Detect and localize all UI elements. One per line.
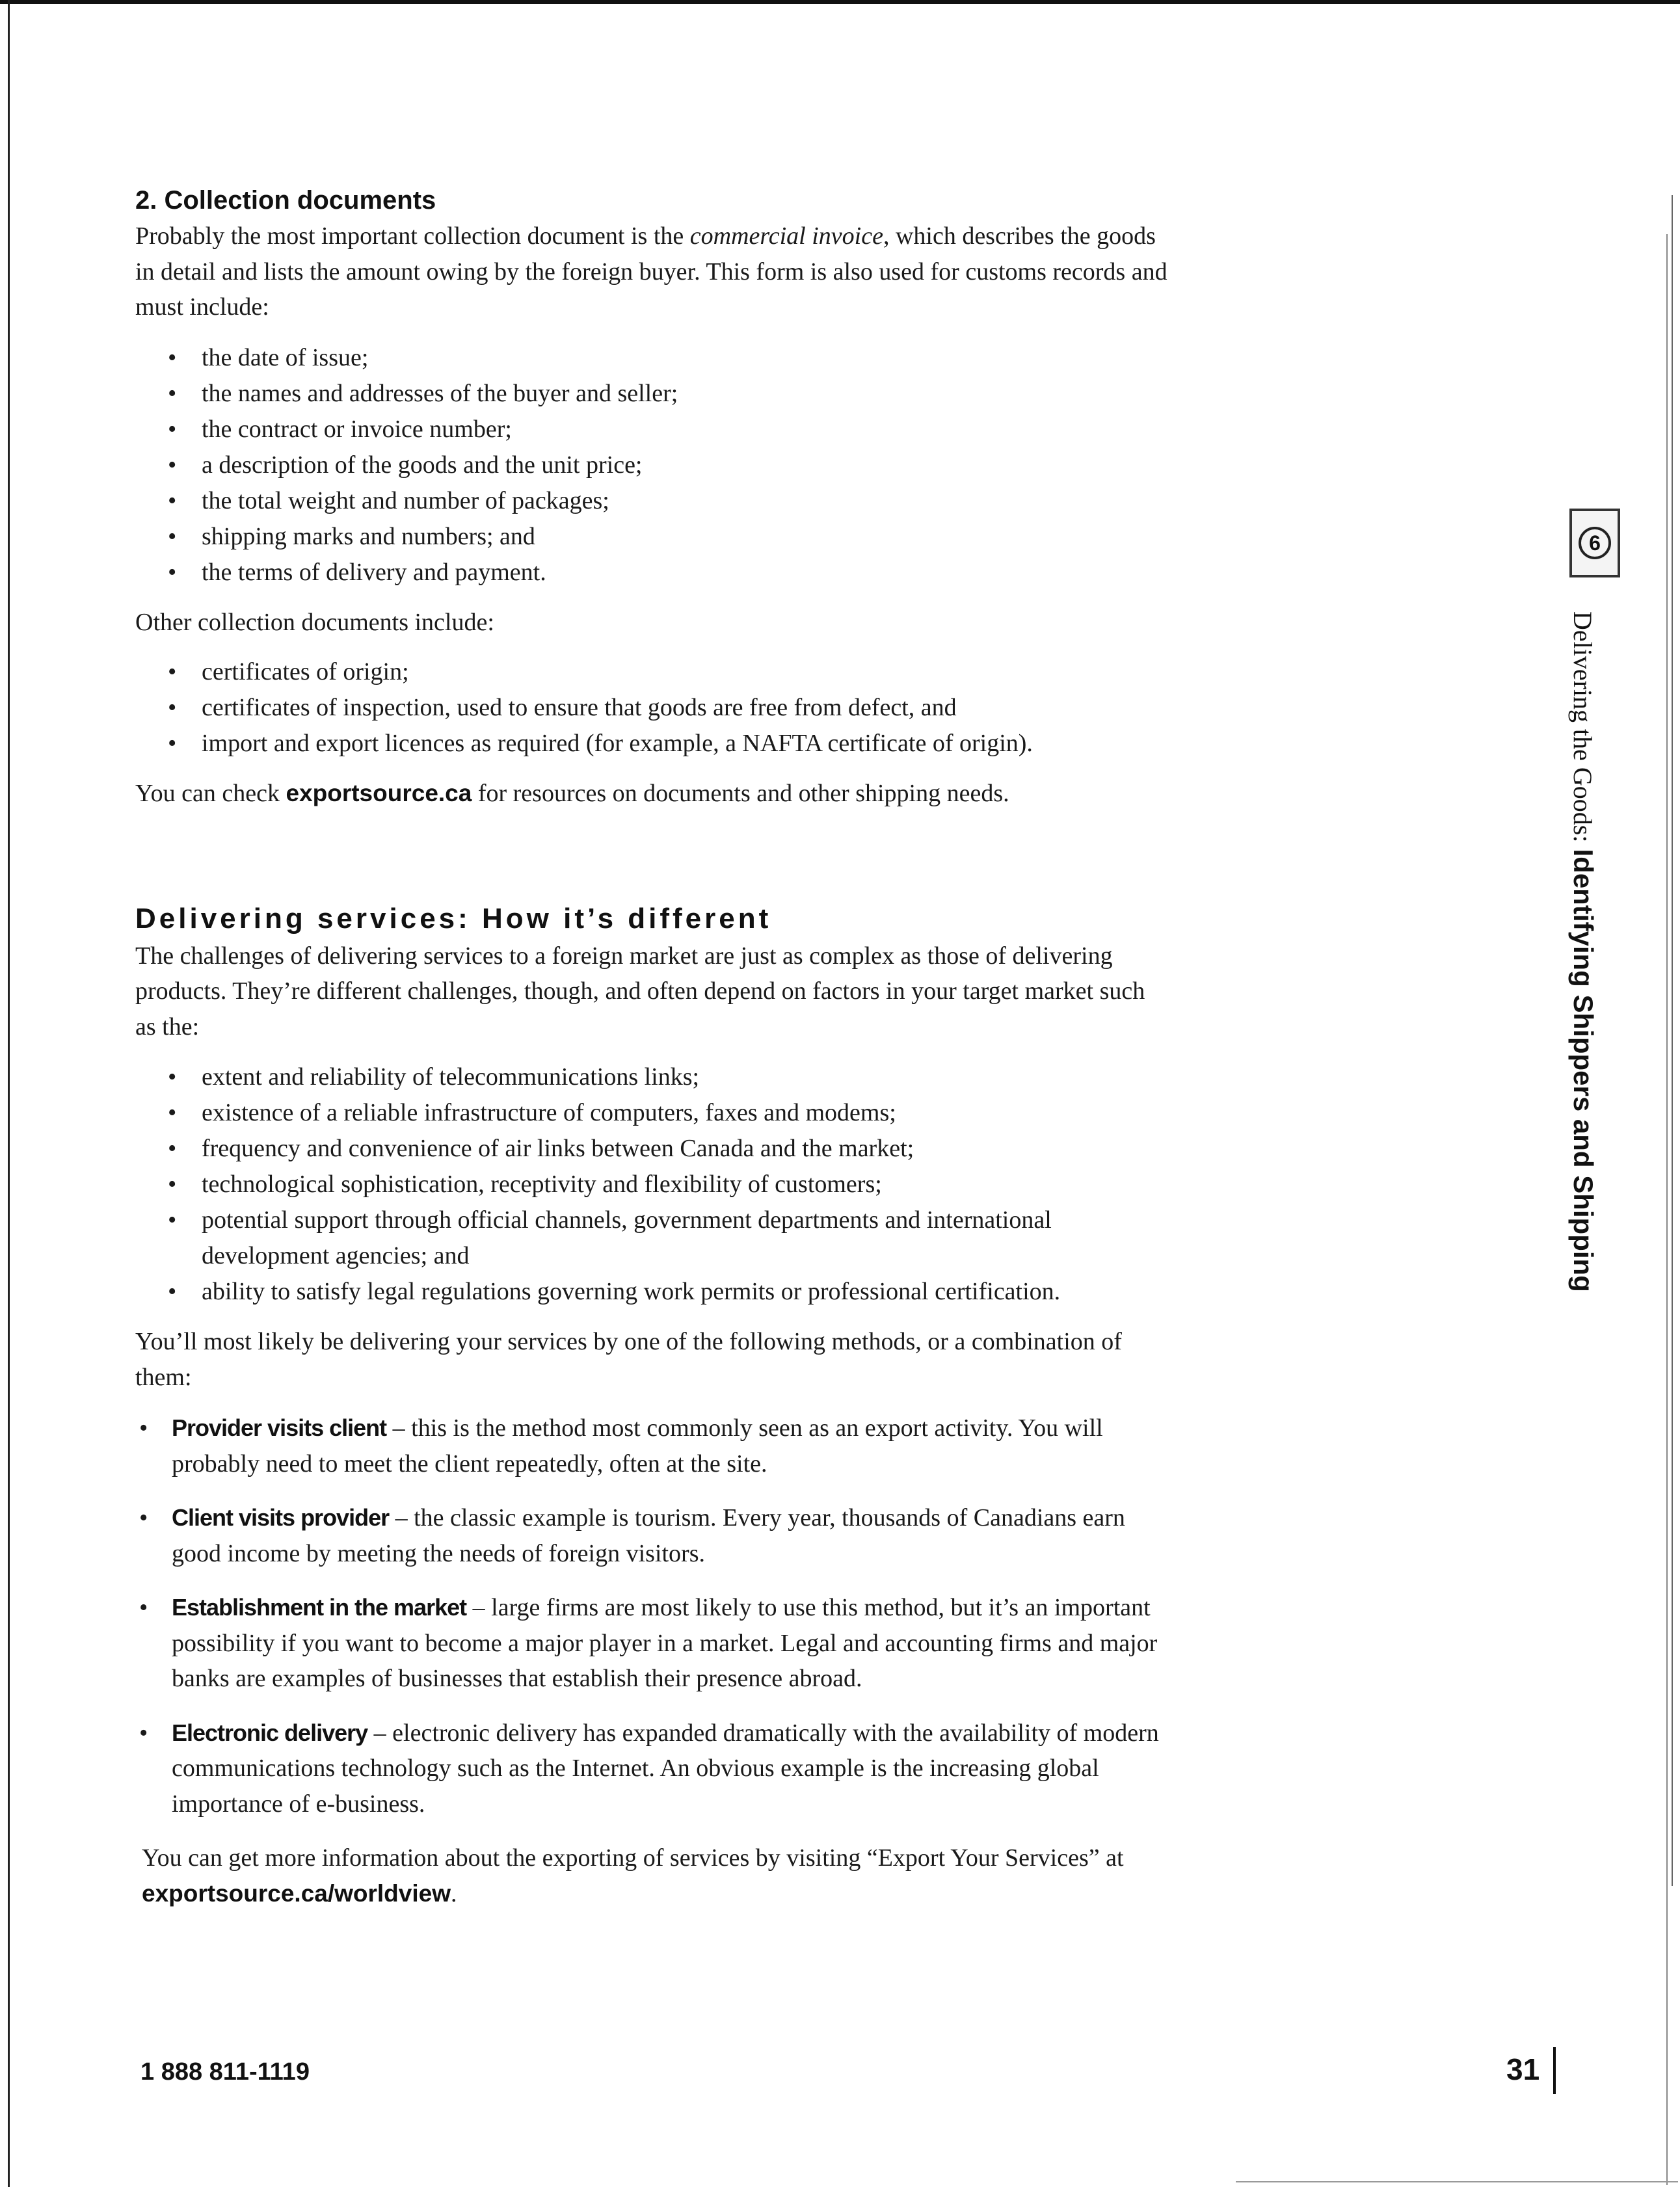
collection-intro: Probably the most important collection document is the commercial invoice, which describes the goods in detail and lists the amount owing by the foreign buyer. This form is also used for customs records and must include:	[135, 222, 1167, 321]
worldview-link[interactable]: exportsource.ca/worldview	[142, 1879, 451, 1907]
more-info-note: You can get more information about the exporting of services by visiting “Export Your Services” at exportsource.ca/worldview.	[142, 1844, 1124, 1907]
method-item: • Electronic delivery – electronic delivery has expanded dramatically with the availability of modern communications technology such as the Internet. An obvious example is the increasing global importance of e-business.	[139, 1716, 1169, 1822]
method-item: • Establishment in the market – large firms are most likely to use this method, but it’s an important possibility if you want to become a major player in a market. Legal and accounting firms and major banks are examples of businesses that establish their presence abroad.	[139, 1590, 1169, 1697]
list-item: • certificates of inspection, used to ensure that goods are free from defect, and	[135, 690, 1169, 726]
list-item: • certificates of origin;	[135, 654, 1169, 690]
scan-edge-left	[8, 0, 10, 2187]
service-factors-list	[135, 1059, 1169, 1310]
page-body	[135, 182, 1169, 1911]
other-documents-intro: Other collection documents include:	[135, 608, 494, 636]
scan-edge-right-inner	[1672, 195, 1673, 1886]
method-term: Establishment in the market	[172, 1594, 467, 1621]
list-item: • technological sophistication, receptivity and flexibility of customers;	[135, 1167, 1169, 1202]
services-heading: Delivering services: How it’s different	[135, 902, 772, 934]
methods-intro: You’ll most likely be delivering your services by one of the following methods, or a combination of them:	[135, 1328, 1122, 1391]
list-item: • frequency and convenience of air links between Canada and the market;	[135, 1131, 1169, 1167]
page-number-rule	[1553, 2047, 1556, 2094]
collection-documents-section	[135, 182, 1169, 812]
list-item: • potential support through official channels, government departments and international development agencies; and	[135, 1202, 1169, 1274]
list-item: • import and export licences as required (for example, a NAFTA certificate of origin).	[135, 726, 1169, 762]
list-item: • existence of a reliable infrastructure of computers, faxes and modems;	[135, 1095, 1169, 1131]
invoice-requirements-list	[135, 340, 1169, 590]
resources-note: You can check exportsource.ca for resources on documents and other shipping needs.	[135, 780, 1009, 807]
running-chapter-title	[1567, 611, 1600, 1292]
list-item: • the total weight and number of packages;	[135, 483, 1169, 519]
list-item: • the terms of delivery and payment.	[135, 555, 1169, 590]
list-item: • the names and addresses of the buyer and seller;	[135, 376, 1169, 412]
list-item: • the contract or invoice number;	[135, 412, 1169, 447]
chapter-title-prefix: Delivering the Goods:	[1568, 611, 1597, 849]
other-documents-list	[135, 654, 1169, 762]
collection-heading: 2. Collection documents	[135, 186, 436, 215]
scan-edge-right	[1666, 234, 1668, 2185]
scan-edge-top	[0, 0, 1680, 4]
method-term: Electronic delivery	[172, 1719, 368, 1746]
method-item: • Client visits provider – the classic example is tourism. Every year, thousands of Canadians earn good income by meeting the needs of foreign visitors.	[139, 1500, 1169, 1571]
services-intro: The challenges of delivering services to a foreign market are just as complex as those of delivering products. They’re different challenges, though, and often depend on factors in your target market such as the:	[135, 942, 1145, 1040]
method-term: Client visits provider	[172, 1504, 390, 1531]
commercial-invoice-term: commercial invoice	[689, 222, 883, 250]
chapter-title-main: Identifying Shippers and Shipping	[1568, 849, 1599, 1292]
scan-edge-bottom	[1236, 2181, 1678, 2182]
delivery-methods-list	[139, 1411, 1169, 1822]
list-item: • the date of issue;	[135, 340, 1169, 376]
list-item: • a description of the goods and the unit price;	[135, 447, 1169, 483]
list-item: • extent and reliability of telecommunications links;	[135, 1059, 1169, 1095]
method-item: • Provider visits client – this is the method most commonly seen as an export activity. You will probably need to meet the client repeatedly, often at the site.	[139, 1411, 1169, 1481]
delivering-services-section	[135, 899, 1169, 1912]
exportsource-link[interactable]: exportsource.ca	[286, 780, 472, 806]
chapter-number: 6	[1579, 527, 1611, 559]
list-item: • ability to satisfy legal regulations governing work permits or professional certification.	[135, 1274, 1169, 1310]
footer-phone: 1 888 811-1119	[140, 2058, 310, 2086]
chapter-badge	[1569, 509, 1620, 577]
list-item: • shipping marks and numbers; and	[135, 519, 1169, 555]
method-term: Provider visits client	[172, 1414, 387, 1441]
page-number: 31	[1506, 2052, 1540, 2086]
